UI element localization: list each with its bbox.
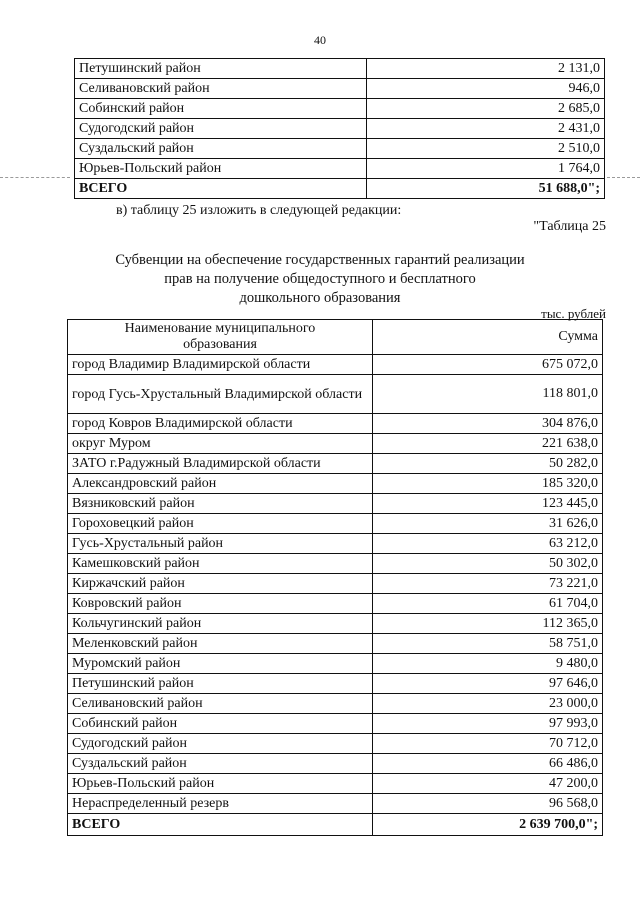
table-row — [75, 79, 605, 99]
district-name-cell: Вязниковский район — [68, 494, 373, 514]
district-name-cell: Гороховецкий район — [68, 514, 373, 534]
table-row — [68, 734, 603, 754]
header-name-cell — [68, 320, 373, 355]
amount-cell: 9 480,0 — [373, 654, 603, 674]
district-name-cell: Судогодский район — [75, 119, 367, 139]
amount-cell: 2 510,0 — [367, 139, 605, 159]
table-row — [68, 414, 603, 434]
heading-line: Субвенции на обеспечение государственных гарантий реализации — [115, 252, 525, 268]
district-name-cell: город Владимир Владимирской области — [68, 355, 373, 375]
district-name-cell: город Гусь-Хрустальный Владимирской области — [68, 375, 373, 414]
amount-cell: 2 685,0 — [367, 99, 605, 119]
table-row — [68, 554, 603, 574]
table-row — [68, 474, 603, 494]
district-name-cell: Нераспределенный резерв — [68, 794, 373, 814]
amount-cell: 2 131,0 — [367, 59, 605, 79]
table-row — [68, 654, 603, 674]
district-name-cell: округ Муром — [68, 434, 373, 454]
total-row — [75, 179, 605, 199]
district-name-cell: Киржачский район — [68, 574, 373, 594]
amount-cell: 58 751,0 — [373, 634, 603, 654]
table-row — [68, 454, 603, 474]
table-row — [75, 99, 605, 119]
amount-cell: 23 000,0 — [373, 694, 603, 714]
header-name-line: образования — [183, 337, 257, 352]
total-row — [68, 814, 603, 836]
table-row — [68, 494, 603, 514]
district-name-cell: Гусь-Хрустальный район — [68, 534, 373, 554]
district-name-cell: ВСЕГО — [75, 179, 367, 199]
district-name-cell: город Ковров Владимирской области — [68, 414, 373, 434]
table-row — [68, 794, 603, 814]
amount-cell: 675 072,0 — [373, 355, 603, 375]
amount-cell: 70 712,0 — [373, 734, 603, 754]
amount-cell: 66 486,0 — [373, 754, 603, 774]
amount-cell: 97 993,0 — [373, 714, 603, 734]
amount-cell: 50 282,0 — [373, 454, 603, 474]
table-header-row — [68, 320, 603, 355]
amount-cell: 73 221,0 — [373, 574, 603, 594]
table-row — [68, 754, 603, 774]
amount-cell: 185 320,0 — [373, 474, 603, 494]
amount-cell: 2 431,0 — [367, 119, 605, 139]
amount-cell: 118 801,0 — [373, 375, 603, 414]
table-row — [68, 614, 603, 634]
district-name-cell: Меленковский район — [68, 634, 373, 654]
district-name-cell: Собинский район — [75, 99, 367, 119]
header-value-cell: Сумма — [373, 320, 603, 355]
district-name-cell: Селивановский район — [75, 79, 367, 99]
table-row — [68, 674, 603, 694]
amount-cell: 2 639 700,0"; — [373, 814, 603, 836]
table-row — [75, 159, 605, 179]
units-label: тыс. рублей — [541, 306, 606, 321]
table-row — [68, 694, 603, 714]
heading-line: прав на получение общедоступного и бесплатного — [164, 271, 476, 287]
district-name-cell: Муромский район — [68, 654, 373, 674]
table-row — [68, 574, 603, 594]
table-row — [75, 139, 605, 159]
district-name-cell: Суздальский район — [75, 139, 367, 159]
district-name-cell: ЗАТО г.Радужный Владимирской области — [68, 454, 373, 474]
district-name-cell: Селивановский район — [68, 694, 373, 714]
district-name-cell: Кольчугинский район — [68, 614, 373, 634]
amount-cell: 112 365,0 — [373, 614, 603, 634]
table-row — [75, 119, 605, 139]
amount-cell: 304 876,0 — [373, 414, 603, 434]
table-label: "Таблица 25 — [533, 219, 606, 234]
district-name-cell: Судогодский район — [68, 734, 373, 754]
header-name-line: Наименование муниципального — [124, 321, 316, 336]
page-number: 40 — [314, 33, 326, 47]
amount-cell: 51 688,0"; — [367, 179, 605, 199]
table-row — [68, 434, 603, 454]
district-name-cell: ВСЕГО — [68, 814, 373, 836]
amount-cell: 221 638,0 — [373, 434, 603, 454]
table-row — [68, 375, 603, 414]
amount-cell: 946,0 — [367, 79, 605, 99]
amount-cell: 1 764,0 — [367, 159, 605, 179]
table-row — [68, 774, 603, 794]
amount-cell: 31 626,0 — [373, 514, 603, 534]
table-25 — [67, 319, 603, 836]
table-row — [68, 514, 603, 534]
amount-cell: 50 302,0 — [373, 554, 603, 574]
district-name-cell: Петушинский район — [68, 674, 373, 694]
table-24-ending — [74, 58, 605, 199]
district-name-cell: Александровский район — [68, 474, 373, 494]
district-name-cell: Собинский район — [68, 714, 373, 734]
amount-cell: 123 445,0 — [373, 494, 603, 514]
district-name-cell: Юрьев-Польский район — [75, 159, 367, 179]
table-heading — [0, 251, 640, 308]
district-name-cell: Юрьев-Польский район — [68, 774, 373, 794]
amendment-instruction: в) таблицу 25 изложить в следующей редакции: — [116, 203, 402, 218]
table-row — [68, 634, 603, 654]
district-name-cell: Камешковский район — [68, 554, 373, 574]
fold-line-right — [607, 177, 640, 178]
district-name-cell: Суздальский район — [68, 754, 373, 774]
amount-cell: 63 212,0 — [373, 534, 603, 554]
amount-cell: 47 200,0 — [373, 774, 603, 794]
table-row — [68, 714, 603, 734]
table-row — [75, 59, 605, 79]
table-row — [68, 594, 603, 614]
table-row — [68, 534, 603, 554]
fold-line-left — [0, 177, 70, 178]
district-name-cell: Ковровский район — [68, 594, 373, 614]
amount-cell: 61 704,0 — [373, 594, 603, 614]
district-name-cell: Петушинский район — [75, 59, 367, 79]
table-row — [68, 355, 603, 375]
amount-cell: 97 646,0 — [373, 674, 603, 694]
amount-cell: 96 568,0 — [373, 794, 603, 814]
heading-line: дошкольного образования — [239, 290, 401, 306]
